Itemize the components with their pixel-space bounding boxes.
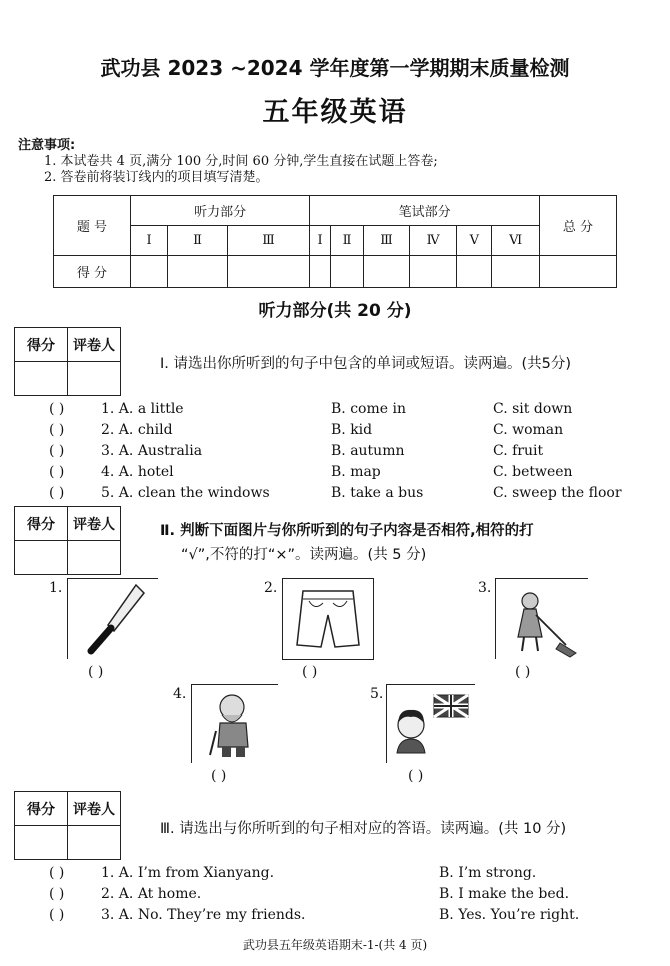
uk-flag-icon	[434, 695, 468, 717]
note-item: 2. 答卷前将装订线内的项目填写清楚。	[44, 170, 269, 185]
writing-col: Ⅵ	[492, 226, 540, 256]
answer-blank[interactable]: ( )	[515, 664, 531, 680]
exam-title: 武功县 2023 ~2024 学年度第一学期期末质量检测	[100, 56, 570, 80]
grader-score-cell[interactable]	[15, 541, 68, 575]
picture-frame	[282, 578, 374, 660]
part3-instruction: Ⅲ. 请选出与你所听到的句子相对应的答语。读两遍。(共 10 分)	[160, 821, 567, 837]
list-item	[49, 863, 649, 884]
writing-col: Ⅲ	[364, 226, 410, 256]
grader-score-label: 得分	[15, 792, 68, 826]
list-item	[49, 462, 649, 483]
grader-reviewer-cell[interactable]	[68, 541, 121, 575]
option-b: B. autumn	[331, 443, 405, 459]
grader-reviewer-label: 评卷人	[68, 507, 121, 541]
answer-blank[interactable]: ( )	[49, 464, 65, 480]
picture-number: 2.	[264, 580, 278, 596]
grader-score-cell[interactable]	[15, 362, 68, 396]
option-b: B. come in	[331, 401, 406, 417]
option-b: B. I make the bed.	[439, 886, 570, 902]
answer-blank[interactable]: ( )	[49, 886, 65, 902]
section-title: 听力部分(共 20 分)	[258, 301, 412, 321]
option-c: C. woman	[493, 422, 564, 438]
list-item	[49, 905, 649, 926]
answer-blank[interactable]: ( )	[49, 443, 65, 459]
writing-col: Ⅱ	[330, 226, 363, 256]
option-a: 5. A. clean the windows	[101, 485, 270, 501]
part1-list	[49, 399, 649, 504]
picture-number: 4.	[173, 686, 187, 702]
picture-frame	[386, 684, 475, 763]
option-b: B. map	[331, 464, 381, 480]
grader-box	[14, 506, 121, 575]
grader-score-cell[interactable]	[15, 826, 68, 860]
old-man-icon	[192, 685, 278, 763]
score-table	[53, 195, 617, 288]
writing-header: 笔试部分	[310, 196, 540, 226]
answer-blank[interactable]: ( )	[408, 768, 424, 784]
grader-reviewer-label: 评卷人	[68, 792, 121, 826]
exam-subtitle: 五年级英语	[262, 97, 408, 128]
grader-reviewer-cell[interactable]	[68, 826, 121, 860]
option-a: 2. A. child	[101, 422, 173, 438]
part2-instruction-line1: Ⅱ. 判断下面图片与你所听到的句子内容是否相符,相符的打	[160, 523, 534, 539]
part3-list	[49, 863, 649, 926]
part1-instruction: Ⅰ. 请选出你所听到的句子中包含的单词或短语。读两遍。(共5分)	[160, 356, 572, 372]
score-cell[interactable]	[227, 256, 309, 288]
answer-blank[interactable]: ( )	[49, 485, 65, 501]
picture-frame	[67, 578, 158, 659]
score-cell[interactable]	[409, 256, 456, 288]
grader-score-label: 得分	[15, 328, 68, 362]
writing-col: Ⅳ	[409, 226, 456, 256]
picture-frame	[495, 578, 588, 659]
boy-uk-flag-icon	[387, 685, 475, 763]
score-row-label: 得 分	[54, 256, 131, 288]
grader-box	[14, 327, 121, 396]
option-c: C. between	[493, 464, 573, 480]
answer-blank[interactable]: ( )	[88, 664, 104, 680]
score-cell[interactable]	[364, 256, 410, 288]
list-item	[49, 884, 649, 905]
note-item: 1. 本试卷共 4 页,满分 100 分,时间 60 分钟,学生直接在试题上答卷;	[44, 154, 438, 169]
knife-icon	[68, 579, 158, 659]
option-a: 1. A. a little	[101, 401, 184, 417]
answer-blank[interactable]: ( )	[49, 422, 65, 438]
answer-blank[interactable]: ( )	[211, 768, 227, 784]
grader-score-label: 得分	[15, 507, 68, 541]
option-a: 2. A. At home.	[101, 886, 202, 902]
option-c: C. fruit	[493, 443, 544, 459]
notes	[18, 138, 438, 186]
list-item	[49, 399, 649, 420]
score-cell[interactable]	[131, 256, 168, 288]
option-a: 4. A. hotel	[101, 464, 174, 480]
shorts-icon	[283, 579, 373, 659]
option-b: B. kid	[331, 422, 373, 438]
notes-heading: 注意事项:	[18, 138, 76, 153]
listening-header: 听力部分	[131, 196, 310, 226]
score-cell[interactable]	[310, 256, 331, 288]
writing-col: Ⅴ	[457, 226, 492, 256]
score-cell[interactable]	[330, 256, 363, 288]
score-cell[interactable]	[457, 256, 492, 288]
option-b: B. Yes. You’re right.	[439, 907, 580, 923]
listening-col: Ⅲ	[227, 226, 309, 256]
option-a: 3. A. Australia	[101, 443, 203, 459]
page-footer: 武功县五年级英语期末-1-(共 4 页)	[242, 938, 428, 952]
picture-number: 1.	[49, 580, 63, 596]
answer-blank[interactable]: ( )	[302, 664, 318, 680]
option-c: C. sit down	[493, 401, 573, 417]
option-c: C. sweep the floor	[493, 485, 622, 501]
score-cell[interactable]	[168, 256, 228, 288]
part2-instruction-line2: “√”,不符的打“×”。读两遍。(共 5 分)	[181, 547, 427, 563]
picture-number: 5.	[370, 686, 384, 702]
listening-col: Ⅰ	[131, 226, 168, 256]
grader-box	[14, 791, 121, 860]
picture-number: 3.	[478, 580, 492, 596]
total-score-cell[interactable]	[540, 256, 617, 288]
list-item	[49, 420, 649, 441]
answer-blank[interactable]: ( )	[49, 907, 65, 923]
listening-col: Ⅱ	[168, 226, 228, 256]
answer-blank[interactable]: ( )	[49, 401, 65, 417]
option-a: 1. A. I’m from Xianyang.	[101, 865, 275, 881]
question-number-label: 题 号	[54, 196, 131, 256]
option-b: B. I’m strong.	[439, 865, 537, 881]
writing-col: Ⅰ	[310, 226, 331, 256]
grader-reviewer-label: 评卷人	[68, 328, 121, 362]
option-a: 3. A. No. They’re my friends.	[101, 907, 306, 923]
grader-reviewer-cell[interactable]	[68, 362, 121, 396]
list-item	[49, 441, 649, 462]
picture-frame	[191, 684, 278, 763]
total-header: 总 分	[540, 196, 617, 256]
girl-sweeping-icon	[496, 579, 588, 659]
score-cell[interactable]	[492, 256, 540, 288]
option-b: B. take a bus	[331, 485, 424, 501]
list-item	[49, 483, 649, 504]
answer-blank[interactable]: ( )	[49, 865, 65, 881]
